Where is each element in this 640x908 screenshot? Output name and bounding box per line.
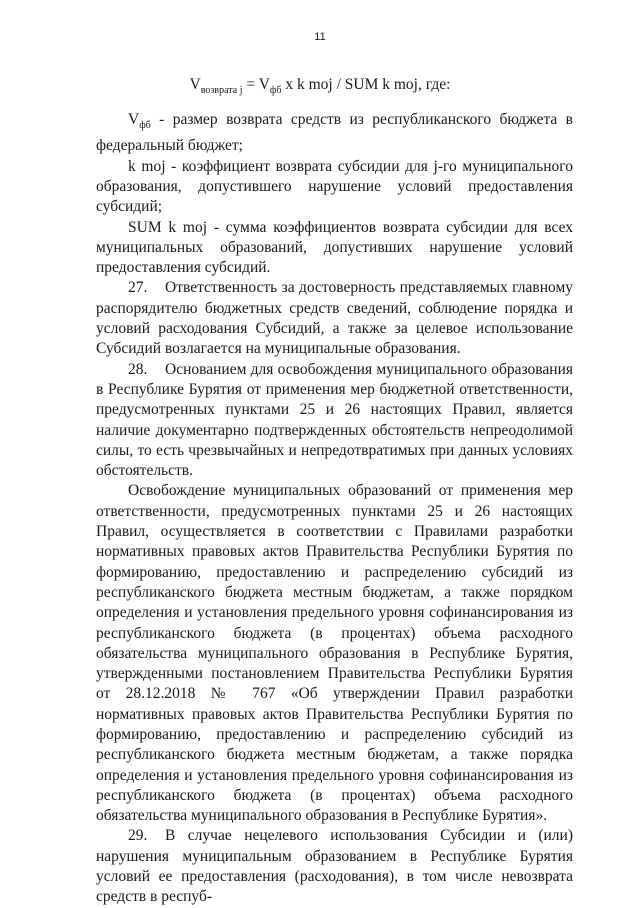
formula-rest: x k moj / SUM k moj, где: [281,76,451,93]
definition-text: - коэффициент возврата субсидии для j-го муниципального образования, допустившего нарушение условий предоставления субсидий; [96,157,573,216]
document-body [96,110,573,908]
formula-left-symbol: V [189,76,201,93]
paragraph-text: Освобождение муниципальных образований от применения мер ответственности, предусмотренных пунктами 25 и 26 настоящих Правил, осуществляется в соответствии с Правилами разработки нормативных правовых актов Правительства Республики Бурятия по формированию, предоставлению и распределению субсидий из республиканского бюджета местным бюджетам, а также порядком определения и установления предельного уровня софинансирования из республиканского бюджета (в процентах) объема расходного обязательства муниципального образования в Республике Бурятия, утвержденными постановлением Правительства Республики Бурятия от 28.12.2018 № 767 «Об утверждении Правил разработки нормативных правовых актов Правительства Республики Бурятия по формированию, предоставлению и распределению субсидий из республиканского бюджета местным бюджетам, а также порядка определения и установления предельного уровня софинансирования из республиканского бюджета (в процентах) объема расходного обязательства муниципального образования в Республике Бурятия». [96,482,573,825]
paragraph-number: 28. [128,360,148,378]
definition-sum-k-moj [96,218,573,279]
paragraph-number: 29. [128,827,148,845]
paragraph-28 [96,360,573,482]
paragraph-text: Ответственность за достоверность представляемых главному распорядителю бюджетных средств сведений, соблюдение порядка и условий расходования Субсидий, а также за целевое использование Субсидий возлагается на муниципальные образования. [96,279,573,358]
definition-subscript: фб [139,120,151,132]
definition-v-fb [96,110,573,157]
formula-equals: = V [242,76,270,93]
paragraph-text: В случае нецелевого использования Субсидии и (или) нарушения муниципальным образованием в Республике Бурятия условий ее предоставления (расходования), в том числе невозврата средств в респуб- [96,827,573,906]
paragraph-text: Основанием для освобождения муниципального образования в Республике Бурятия от применения мер бюджетной ответственности, предусмотренных пунктами 25 и 26 настоящих Правил, является наличие документарно подтвержденных обстоятельств непреодолимой силы, то есть чрезвычайных и непредотвратимых при данных условиях обстоятельств. [96,360,573,480]
definition-symbol: V [128,111,140,128]
refund-formula [0,76,640,96]
definition-symbol: SUM k moj [128,218,208,236]
definition-k-moj [96,157,573,218]
paragraph-29 [96,826,573,907]
page-number: 11 [314,31,326,43]
paragraph-27 [96,278,573,359]
definition-text: - сумма коэффициентов возврата субсидии для всех муниципальных образований, допустивших нарушение условий предоставления субсидий. [96,218,573,277]
paragraph-28-continuation [96,481,573,826]
definition-symbol: k moj [128,157,166,175]
paragraph-number: 27. [128,279,148,297]
formula-mid-subscript: фб [269,85,282,97]
formula-left-subscript: возврата j [200,85,243,97]
definition-text: - размер возврата средств из республиканского бюджета в федеральный бюджет; [96,111,573,155]
